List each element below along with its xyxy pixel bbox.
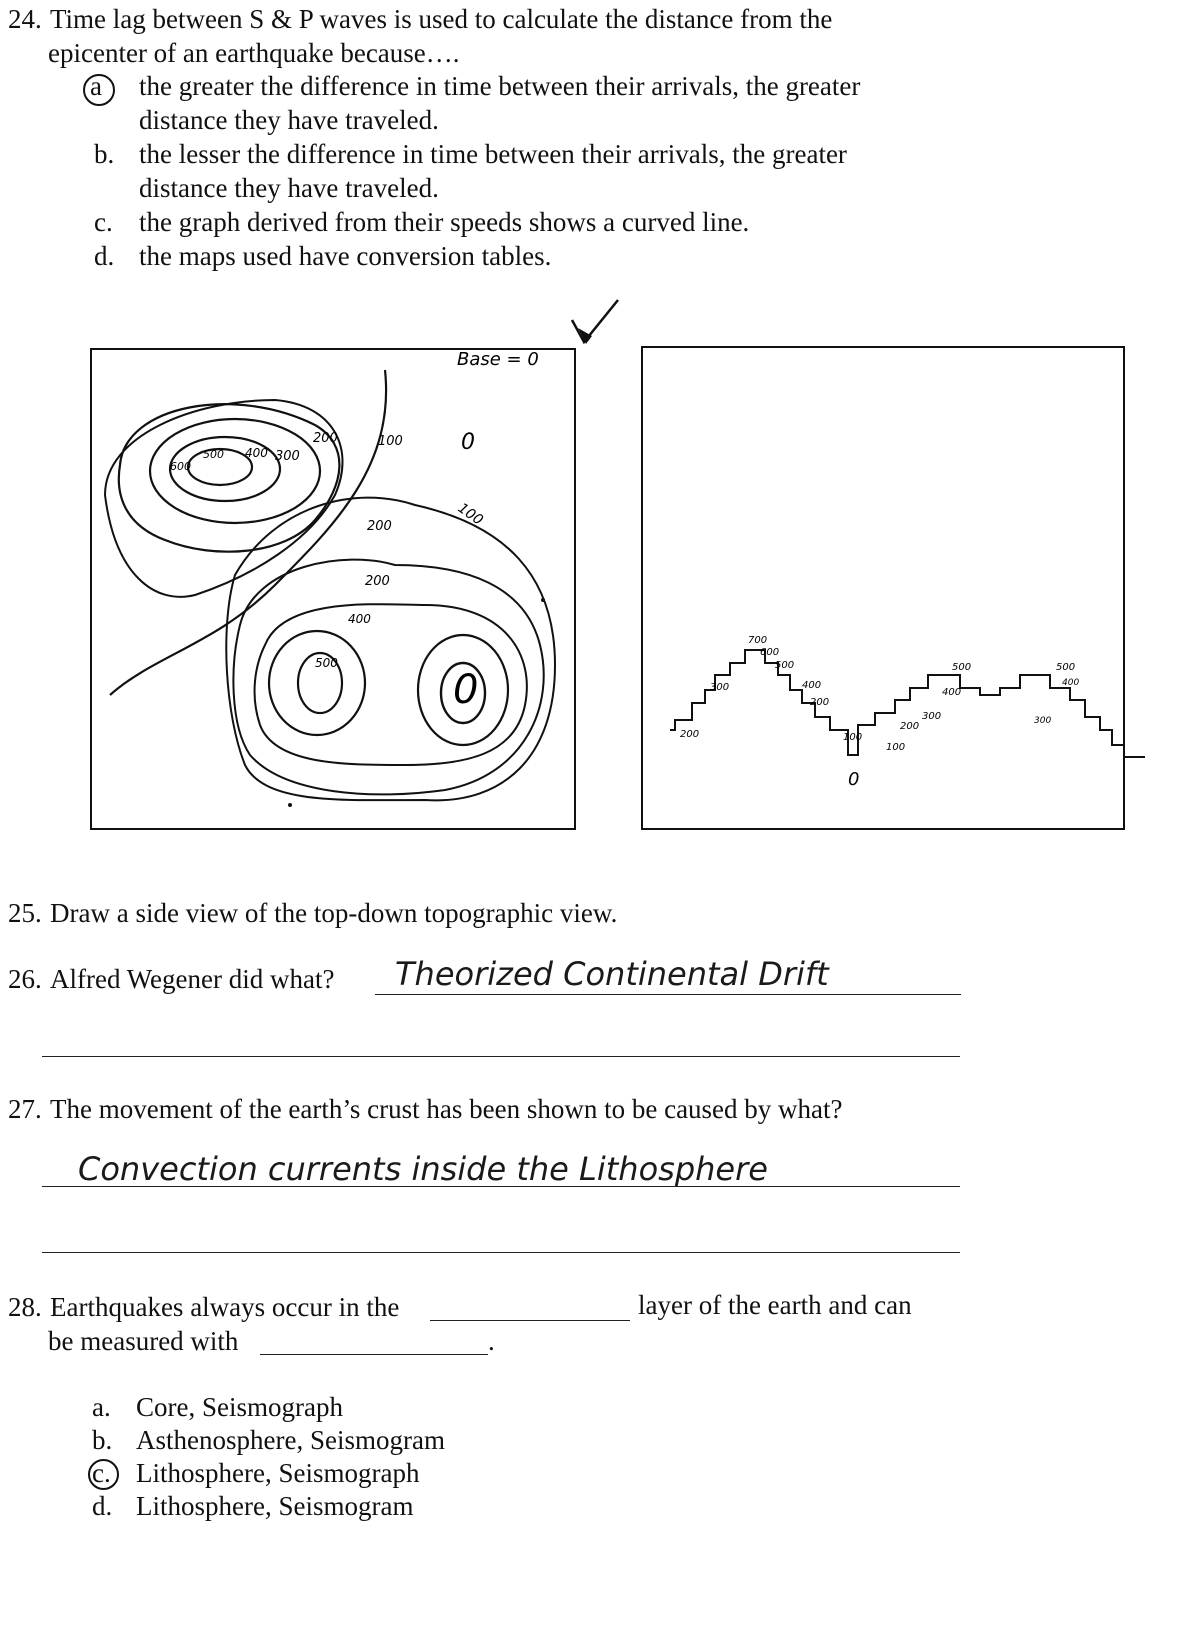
profile-label-500-mid: 500 <box>952 662 972 673</box>
profile-label-400: 400 <box>802 680 822 691</box>
q26-number: 26. <box>8 964 42 994</box>
map-dot <box>541 598 545 602</box>
contour-200-right <box>233 560 543 795</box>
q28-period: . <box>488 1326 495 1356</box>
profile-label-200-mid: 200 <box>900 721 920 732</box>
contour-label-200: 200 <box>313 431 338 446</box>
q28-option-a-letter: a. <box>92 1392 111 1422</box>
q28-option-d-letter: d. <box>92 1491 113 1521</box>
contour-100-right <box>226 498 555 801</box>
profile-label-200-left: 200 <box>680 729 700 740</box>
hilltop-dot <box>288 803 292 807</box>
q26-text: Alfred Wegener did what? <box>50 964 335 994</box>
q27-number: 27. <box>8 1094 42 1124</box>
contour-label-500-right: 500 <box>315 656 338 670</box>
q28-text-line2: be measured with <box>48 1326 239 1356</box>
contour-400-left-peak <box>269 631 365 735</box>
profile-label-500: 500 <box>775 660 795 671</box>
q24-number: 24. <box>8 4 42 34</box>
q26-answer-line <box>375 994 961 995</box>
q26-answer-line-2 <box>42 1056 960 1057</box>
q27-answer-line-2 <box>42 1252 960 1253</box>
q25-number: 25. <box>8 898 42 928</box>
profile-label-700: 700 <box>748 635 768 646</box>
profile-label-200: 200 <box>810 697 830 708</box>
contour-label-300: 300 <box>275 449 300 464</box>
profile-label-600: 600 <box>760 647 780 658</box>
q24-option-a-line2: distance they have traveled. <box>139 105 439 135</box>
q24-option-b-line1: the lesser the difference in time between their arrivals, the greater <box>139 139 847 169</box>
profile-label-400-mid: 400 <box>942 687 962 698</box>
check-mark-icon <box>570 298 630 348</box>
contour-label-500: 500 <box>203 448 224 461</box>
side-view-profile <box>630 345 1170 835</box>
contour-label-200-b: 200 <box>365 574 390 589</box>
q28-option-b-text: Asthenosphere, Seismogram <box>136 1425 445 1455</box>
profile-label-400-right: 400 <box>1062 678 1080 688</box>
q24-text-line2: epicenter of an earthquake because…. <box>48 38 460 68</box>
q28-text-part2: layer of the earth and can <box>638 1290 912 1320</box>
profile-label-300-left: 300 <box>710 682 730 693</box>
contour-label-100: 100 <box>378 434 403 449</box>
contour-label-400: 400 <box>245 446 268 460</box>
q28-option-c-letter: c. <box>92 1458 111 1488</box>
profile-label-300-mid: 300 <box>922 711 942 722</box>
profile-label-0: 0 <box>848 769 860 790</box>
profile-label-300-right: 300 <box>1034 716 1052 726</box>
q24-option-c-letter: c. <box>94 207 113 237</box>
q25-text: Draw a side view of the top-down topographic view. <box>50 898 618 928</box>
q24-option-a-letter: a <box>90 71 102 101</box>
contour-label-100-right: 100 <box>454 500 486 529</box>
contour-300-right <box>255 604 527 765</box>
q28-option-d-text: Lithosphere, Seismogram <box>136 1491 414 1521</box>
q27-text: The movement of the earth’s crust has been shown to be caused by what? <box>50 1094 843 1124</box>
q24-option-a-line1: the greater the difference in time between their arrivals, the greater <box>139 71 861 101</box>
contour-label-600: 600 <box>170 460 191 473</box>
contour-label-0-peak: 0 <box>453 667 479 713</box>
q24-option-b-line2: distance they have traveled. <box>139 173 439 203</box>
contour-label-200-a: 200 <box>367 519 392 534</box>
q28-option-a-text: Core, Seismograph <box>136 1392 343 1422</box>
contour-label-400-right: 400 <box>348 612 371 626</box>
q28-text-part1: Earthquakes always occur in the <box>50 1292 400 1322</box>
profile-label-100: 100 <box>843 732 863 743</box>
profile-label-100-mid: 100 <box>886 742 906 753</box>
profile-label-500-right: 500 <box>1056 662 1076 673</box>
q28-option-c-text: Lithosphere, Seismograph <box>136 1458 420 1488</box>
q26-handwritten-answer: Theorized Continental Drift <box>395 955 829 993</box>
base-label: Base = 0 <box>457 349 539 370</box>
q28-number: 28. <box>8 1292 42 1322</box>
q27-handwritten-answer: Convection currents inside the Lithosphere <box>78 1150 768 1188</box>
q27-answer-line <box>42 1186 960 1187</box>
contour-300 <box>119 404 340 552</box>
q28-option-b-letter: b. <box>92 1425 113 1455</box>
q24-option-c-line1: the graph derived from their speeds shows a curved line. <box>139 207 750 237</box>
q24-option-b-letter: b. <box>94 139 115 169</box>
q24-option-d-letter: d. <box>94 241 115 271</box>
q28-blank-1 <box>430 1320 630 1321</box>
q24-text-line1: Time lag between S & P waves is used to calculate the distance from the <box>50 4 833 34</box>
q24-option-d-line1: the maps used have conversion tables. <box>139 241 552 271</box>
q28-blank-2 <box>260 1354 488 1355</box>
topographic-map <box>85 345 585 835</box>
contour-label-0: 0 <box>461 430 475 455</box>
